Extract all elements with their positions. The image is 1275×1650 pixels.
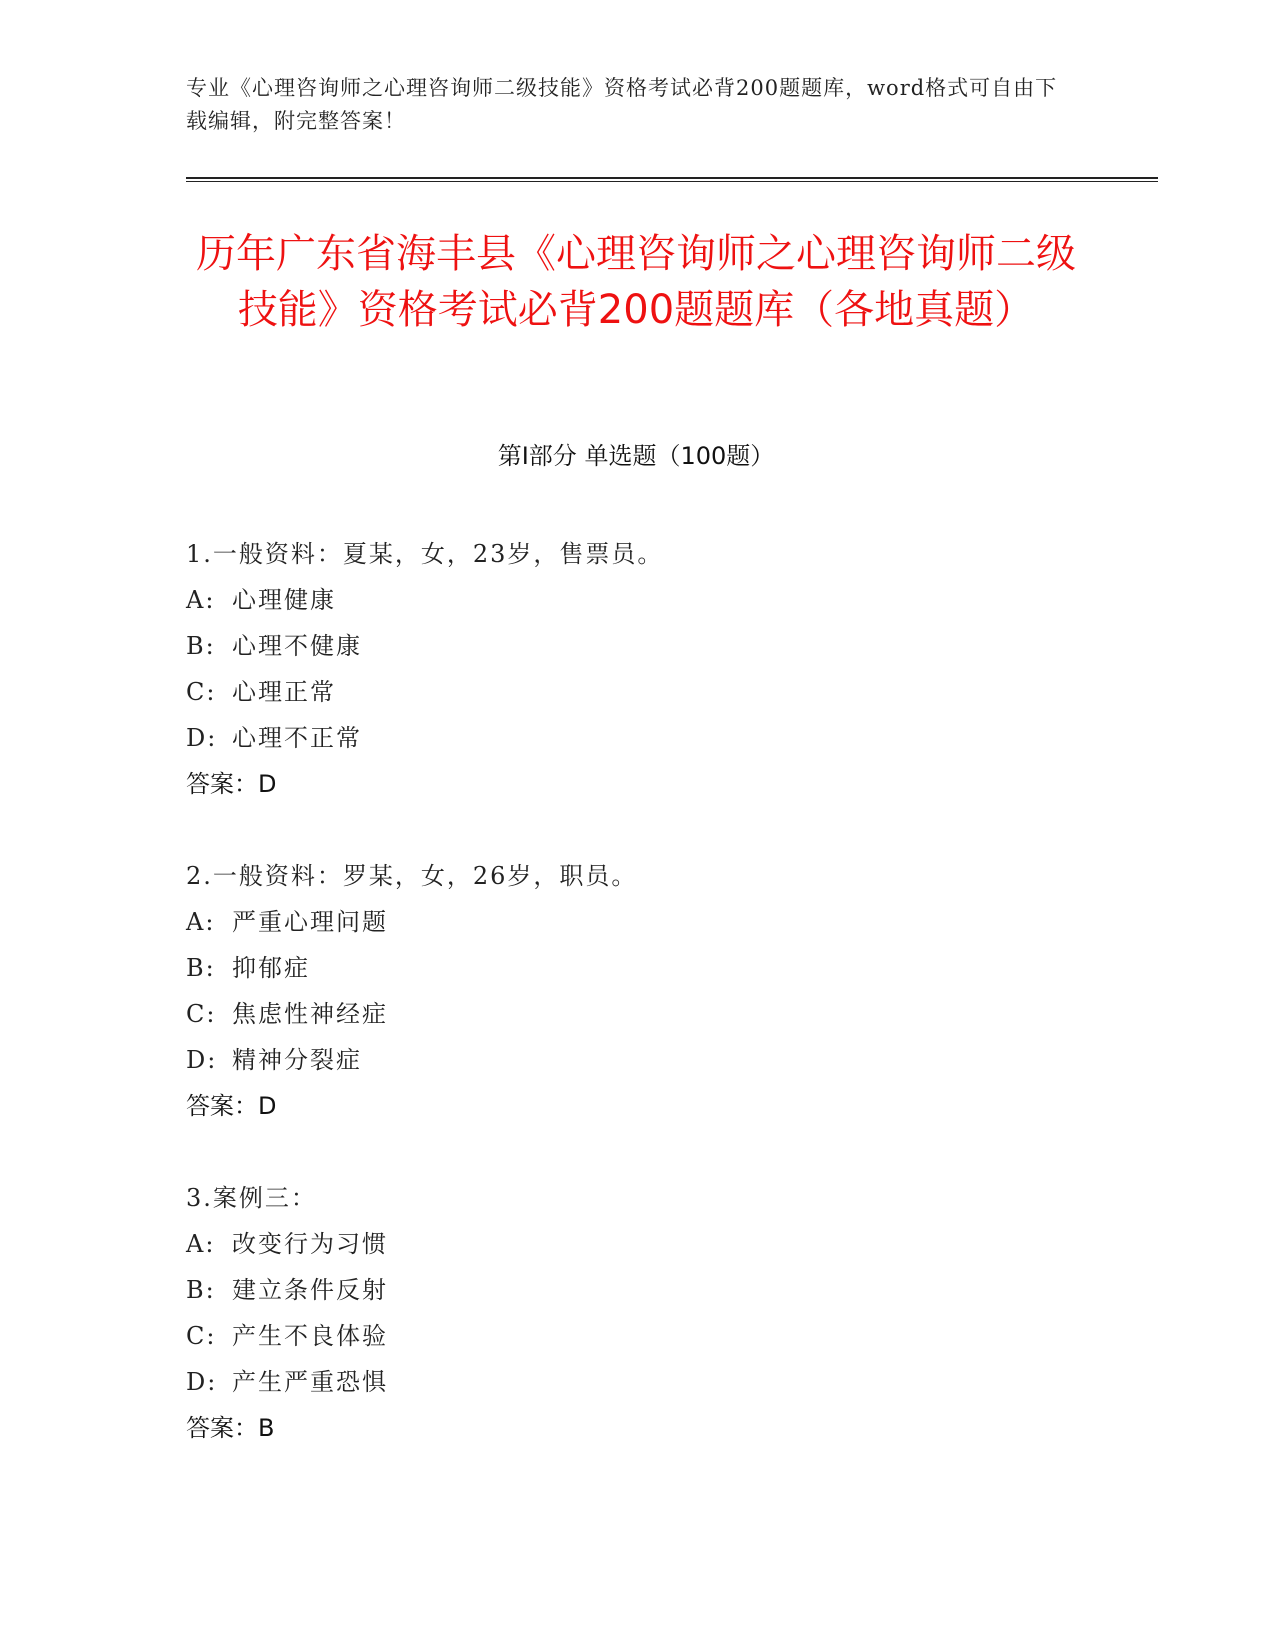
question-item (186, 1175, 1066, 1451)
answer-prefix: 答案： (186, 1092, 258, 1120)
option-letter: D: (186, 1046, 218, 1074)
header-divider-thick (186, 177, 1158, 179)
option-text: 产生不良体验 (232, 1322, 388, 1350)
option-text: 焦虑性神经症 (232, 1000, 388, 1028)
option-b (186, 945, 1066, 991)
option-letter: C: (186, 1000, 217, 1028)
option-letter: B: (186, 632, 216, 660)
option-a (186, 1221, 1066, 1267)
option-letter: A: (186, 908, 216, 936)
answer-value: B (258, 1414, 275, 1442)
header-note: 专业《心理咨询师之心理咨询师二级技能》资格考试必背200题题库，word格式可自由下载编辑，附完整答案！ (186, 76, 1058, 133)
question-stem: 2.一般资料：罗某，女，26岁，职员。 (186, 862, 638, 890)
option-c (186, 991, 1066, 1037)
option-text: 严重心理问题 (232, 908, 388, 936)
option-text: 心理不健康 (232, 632, 362, 660)
option-letter: B: (186, 954, 216, 982)
answer-value: D (258, 770, 277, 798)
option-letter: D: (186, 724, 218, 752)
option-a (186, 899, 1066, 945)
answer-line (186, 761, 1066, 807)
option-letter: C: (186, 1322, 217, 1350)
option-d (186, 715, 1066, 761)
answer-prefix: 答案： (186, 1414, 258, 1442)
question-item (186, 853, 1066, 1129)
option-d (186, 1037, 1066, 1083)
option-letter: A: (186, 1230, 216, 1258)
question-list (186, 531, 1066, 1497)
option-text: 心理健康 (232, 586, 336, 614)
answer-value: D (258, 1092, 277, 1120)
option-text: 心理正常 (232, 678, 336, 706)
section-heading: 第I部分 单选题（100题） (497, 442, 775, 470)
option-text: 建立条件反射 (232, 1276, 388, 1304)
question-stem: 3.案例三： (186, 1184, 317, 1212)
option-letter: A: (186, 586, 216, 614)
option-letter: B: (186, 1276, 216, 1304)
option-a (186, 577, 1066, 623)
header-divider-thin (186, 181, 1158, 182)
option-text: 改变行为习惯 (232, 1230, 388, 1258)
question-stem: 1.一般资料：夏某，女，23岁，售票员。 (186, 540, 664, 568)
answer-line (186, 1405, 1066, 1451)
question-item (186, 531, 1066, 807)
document-title: 历年广东省海丰县《心理咨询师之心理咨询师二级技能》资格考试必背200题题库（各地真题） (196, 231, 1076, 333)
answer-prefix: 答案： (186, 770, 258, 798)
option-text: 产生严重恐惧 (232, 1368, 388, 1396)
option-b (186, 1267, 1066, 1313)
option-c (186, 669, 1066, 715)
option-text: 心理不正常 (232, 724, 362, 752)
option-text: 抑郁症 (232, 954, 310, 982)
answer-line (186, 1083, 1066, 1129)
option-b (186, 623, 1066, 669)
option-d (186, 1359, 1066, 1405)
option-letter: D: (186, 1368, 218, 1396)
option-text: 精神分裂症 (232, 1046, 362, 1074)
option-letter: C: (186, 678, 217, 706)
option-c (186, 1313, 1066, 1359)
